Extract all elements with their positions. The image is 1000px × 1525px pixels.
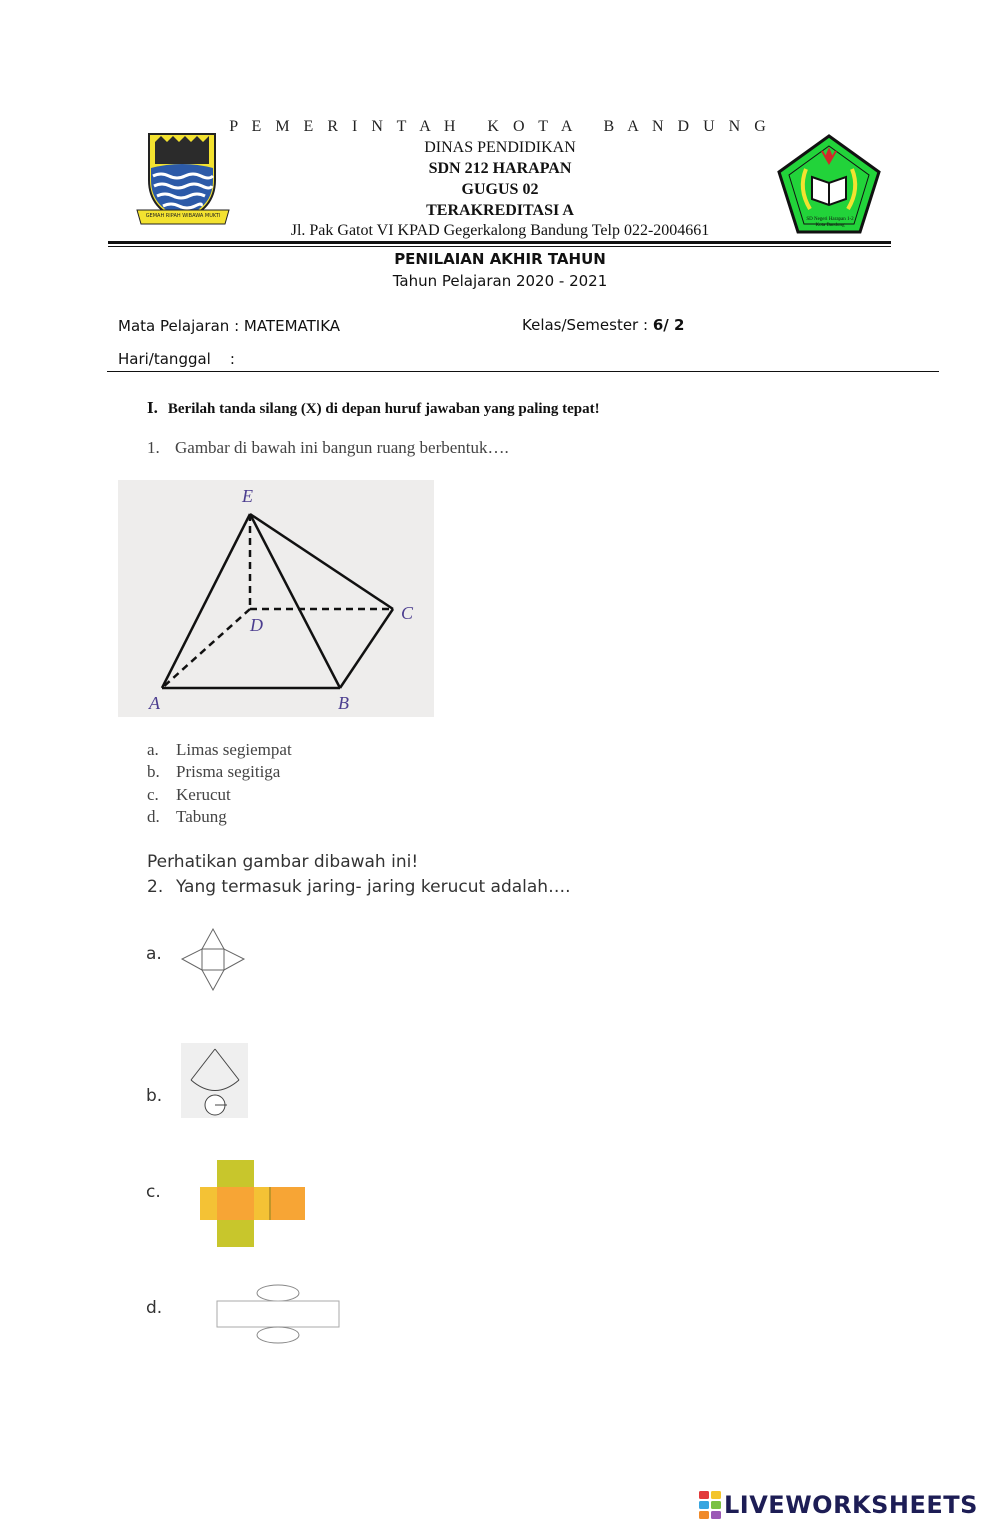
liveworksheets-logo-icon — [699, 1491, 721, 1519]
header-rule-thin — [108, 246, 891, 247]
option-letter: a. — [147, 740, 159, 759]
net-option-d-label[interactable]: d. — [146, 1298, 163, 1318]
question-2-intro: Perhatikan gambar dibawah ini! — [147, 852, 419, 872]
option-b[interactable] — [147, 762, 280, 782]
option-text: Tabung — [176, 807, 227, 826]
class-label: Kelas/Semester : — [522, 316, 653, 334]
prism-net-icon — [200, 1160, 306, 1248]
question-1-text: Gambar di bawah ini bangun ruang berbentuk…. — [175, 438, 509, 457]
net-option-a-label[interactable]: a. — [146, 944, 162, 964]
liveworksheets-brand[interactable] — [699, 1488, 978, 1522]
header-address: Jl. Pak Gatot VI KPAD Gegerkalong Bandung Telp 022-2004661 — [290, 222, 710, 239]
right-logo-text-2: Kota Bandung — [815, 223, 845, 228]
vertex-label-e: E — [242, 486, 253, 506]
option-d[interactable] — [147, 807, 227, 827]
option-text: Prisma segitiga — [176, 762, 281, 781]
vertex-label-c: C — [401, 603, 414, 623]
cone-net-icon — [181, 1043, 248, 1118]
right-logo — [776, 133, 882, 237]
option-letter: b. — [147, 762, 160, 781]
net-option-b[interactable] — [181, 1043, 248, 1118]
option-text: Kerucut — [176, 785, 231, 804]
option-letter: c. — [147, 785, 159, 804]
option-text: Limas segiempat — [176, 740, 292, 759]
class-value: 6/ 2 — [652, 316, 685, 334]
option-c[interactable] — [147, 785, 231, 805]
section-instruction — [147, 398, 600, 418]
subject-label: Mata Pelajaran : MATEMATIKA — [118, 317, 341, 335]
right-logo-text-1: SD Negeri Harapan 1-2 — [806, 217, 854, 222]
header-office: DINAS PENDIDIKAN — [424, 139, 576, 156]
vertex-label-d: D — [250, 615, 263, 635]
net-option-c[interactable] — [200, 1160, 306, 1248]
exam-year: Tahun Pelajaran 2020 - 2021 — [392, 272, 608, 290]
net-option-a[interactable] — [180, 927, 246, 991]
header-accreditation: TERAKREDITASI A — [426, 202, 574, 219]
class-semester — [522, 316, 684, 334]
info-rule — [107, 371, 939, 372]
brand-text: LIVEWORKSHEETS — [724, 1491, 978, 1519]
vertex-label-a: A — [149, 693, 160, 713]
option-a[interactable] — [147, 740, 292, 760]
section-instruction-text: Berilah tanda silang (X) di depan huruf jawaban yang paling tepat! — [167, 401, 600, 417]
exam-title: PENILAIAN AKHIR TAHUN — [394, 250, 606, 268]
net-option-c-label[interactable]: c. — [146, 1182, 161, 1202]
pyramid-figure — [118, 480, 434, 717]
left-logo-motto: GEMAH RIPAH WIBAWA MUKTI — [145, 213, 221, 219]
header-cluster: GUGUS 02 — [461, 181, 539, 198]
question-1 — [147, 438, 509, 458]
net-option-d[interactable] — [214, 1283, 346, 1345]
header-school: SDN 212 HARAPAN — [428, 160, 572, 177]
pyramid-icon — [118, 480, 434, 717]
question-1-number: 1. — [147, 438, 160, 457]
header-rule-thick — [108, 241, 891, 244]
cylinder-net-icon — [214, 1283, 346, 1345]
option-letter: d. — [147, 807, 160, 826]
vertex-label-b: B — [338, 693, 349, 713]
date-label: Hari/tanggal : — [118, 350, 235, 368]
section-number: I. — [147, 398, 158, 417]
question-2 — [147, 877, 570, 897]
pyramid-net-icon — [180, 927, 246, 991]
question-2-text: Yang termasuk jaring- jaring kerucut adalah…. — [176, 877, 571, 897]
header-government: P E M E R I N T A H K O T A B A N D U N G — [229, 118, 771, 135]
question-2-number: 2. — [147, 877, 164, 897]
net-option-b-label[interactable]: b. — [146, 1086, 163, 1106]
